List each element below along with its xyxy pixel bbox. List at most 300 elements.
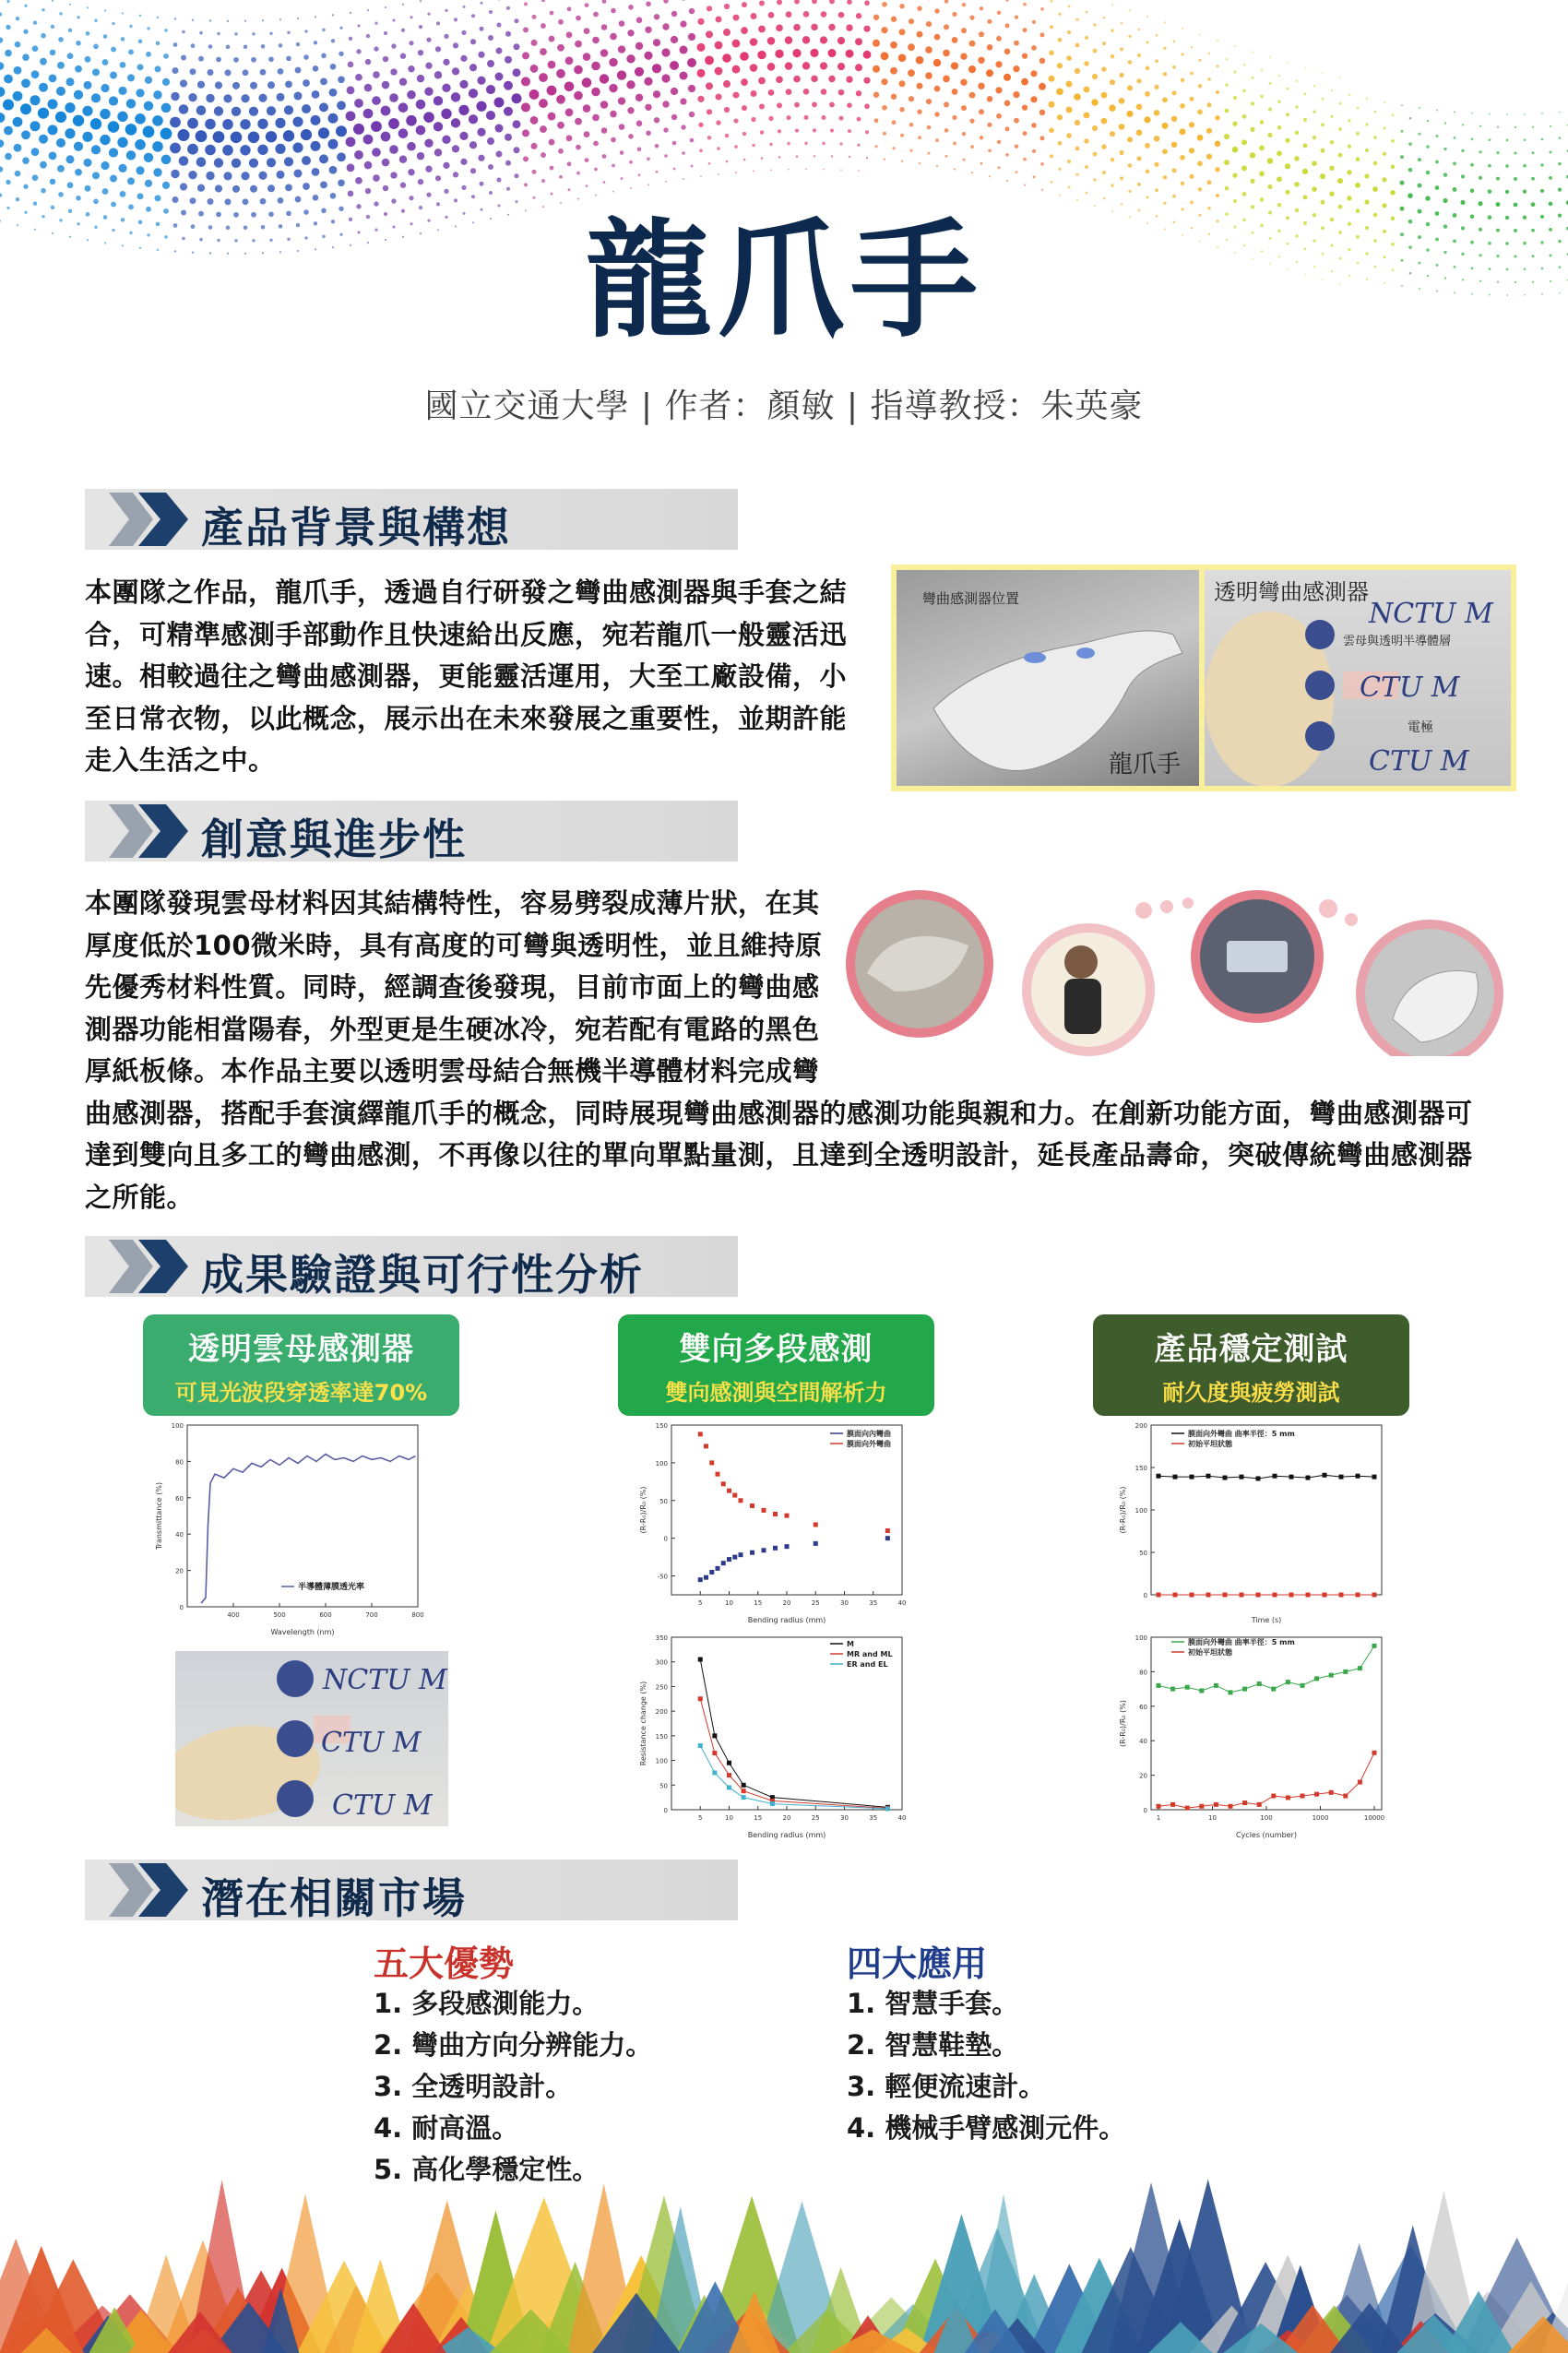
halftone-dot bbox=[1145, 143, 1150, 149]
halftone-dot bbox=[319, 102, 328, 112]
halftone-dot bbox=[882, 105, 887, 111]
x-tick-label: 5 bbox=[698, 1814, 703, 1822]
halftone-dot bbox=[496, 48, 503, 54]
halftone-dot bbox=[697, 69, 706, 77]
halftone-dot bbox=[1164, 21, 1166, 23]
halftone-dot bbox=[1558, 162, 1561, 165]
halftone-dot bbox=[515, 18, 519, 23]
halftone-dot bbox=[963, 159, 966, 161]
halftone-dot bbox=[0, 166, 3, 172]
halftone-dot bbox=[504, 107, 513, 116]
halftone-dot bbox=[874, 118, 879, 123]
halftone-dot bbox=[1391, 165, 1396, 170]
halftone-dot bbox=[196, 157, 207, 167]
halftone-dot bbox=[1408, 193, 1413, 198]
halftone-dot bbox=[22, 53, 30, 61]
halftone-dot bbox=[556, 95, 565, 104]
halftone-dot bbox=[206, 172, 214, 180]
halftone-dot bbox=[24, 5, 27, 7]
halftone-dot bbox=[699, 149, 703, 153]
halftone-dot bbox=[127, 74, 135, 81]
applications-title: 四大應用 bbox=[847, 1943, 988, 1984]
data-point bbox=[885, 1806, 890, 1811]
halftone-dot bbox=[839, 143, 842, 146]
halftone-dot bbox=[55, 112, 66, 123]
data-point bbox=[712, 1770, 717, 1775]
halftone-dot bbox=[680, 72, 688, 80]
halftone-dot bbox=[908, 43, 915, 51]
halftone-dot bbox=[170, 117, 181, 128]
halftone-dot bbox=[373, 174, 380, 182]
halftone-dot bbox=[249, 107, 258, 116]
halftone-dot bbox=[1268, 107, 1272, 111]
halftone-dot bbox=[1040, 7, 1044, 11]
data-point bbox=[742, 1783, 746, 1788]
innovation-paragraph: 本團隊發現雲母材料因其結構特性，容易劈裂成薄片狀，在其 厚度低於100微米時，具有高度的可彎與透明性，並且維持原 先優秀材料性質。同時，經調查後發現，目前市面上的彎曲感 測器功能相當陽春，外型更是生硬冰冷，宛若配有電路的黑色 厚紙板條。本作品主要以透明雲母結合無機半導體材料完成彎 曲感測器，搭配手套演繹龍爪手的概念，同時展現彎曲感測器的感測功能與親和力。在創新功能方面，彎曲感測器可 達到雙向且多工的彎曲感測，不再像以往的單向單點量測，且達到全透明設計，延長產品壽命，突破傳統彎曲感測器 之所能。 bbox=[85, 887, 1473, 1213]
y-tick-label: 0 bbox=[1143, 1592, 1147, 1599]
halftone-dot bbox=[647, 157, 650, 160]
halftone-dot bbox=[155, 65, 161, 72]
halftone-dot bbox=[1454, 137, 1456, 139]
y-axis-label: (R-R₀)/R₀ (%) bbox=[1119, 1700, 1127, 1747]
halftone-dot bbox=[751, 13, 757, 19]
halftone-dot bbox=[328, 139, 339, 149]
halftone-dot bbox=[215, 184, 222, 192]
halftone-dot bbox=[372, 96, 381, 105]
halftone-dot bbox=[892, 120, 897, 125]
halftone-dot bbox=[294, 170, 303, 178]
halftone-dot bbox=[829, 102, 835, 108]
halftone-dot bbox=[796, 155, 799, 158]
halftone-dot bbox=[1408, 168, 1413, 172]
halftone-dot bbox=[162, 78, 170, 86]
halftone-dot bbox=[583, 53, 591, 61]
halftone-dot bbox=[891, 94, 897, 100]
halftone-dot bbox=[565, 108, 574, 116]
halftone-dot bbox=[917, 110, 921, 114]
halftone-dot bbox=[980, 136, 983, 139]
halftone-dot bbox=[311, 141, 321, 151]
halftone-dot bbox=[77, 16, 79, 18]
halftone-dot bbox=[191, 43, 196, 48]
data-point bbox=[1199, 1688, 1204, 1693]
halftone-dot bbox=[385, 6, 386, 8]
halftone-dot bbox=[995, 87, 1002, 93]
halftone-dot bbox=[1224, 134, 1229, 139]
halftone-dot bbox=[179, 156, 189, 166]
halftone-dot bbox=[144, 101, 153, 111]
halftone-dot bbox=[1146, 66, 1150, 71]
halftone-dot bbox=[750, 38, 758, 46]
halftone-dot bbox=[592, 114, 600, 122]
halftone-dot bbox=[1337, 178, 1343, 184]
halftone-dot bbox=[171, 170, 179, 178]
x-tick-label: 100 bbox=[1260, 1814, 1273, 1822]
halftone-dot bbox=[251, 57, 256, 63]
halftone-dot bbox=[1146, 16, 1148, 18]
halftone-dot bbox=[417, 152, 424, 160]
halftone-dot bbox=[156, 42, 160, 46]
halftone-dot bbox=[514, 43, 520, 50]
halftone-dot bbox=[1111, 54, 1115, 59]
halftone-dot bbox=[232, 185, 240, 193]
halftone-dot bbox=[1489, 138, 1491, 141]
data-point bbox=[1170, 1687, 1175, 1692]
halftone-dot bbox=[1049, 76, 1055, 82]
halftone-dot bbox=[1329, 165, 1334, 170]
halftone-dot bbox=[1532, 151, 1535, 154]
halftone-dot bbox=[1145, 91, 1150, 97]
halftone-dot bbox=[697, 43, 706, 52]
halftone-dot bbox=[602, 154, 607, 159]
data-point bbox=[704, 1575, 708, 1580]
halftone-dot bbox=[426, 193, 431, 197]
data-point bbox=[1214, 1683, 1218, 1688]
halftone-dot bbox=[636, 94, 643, 101]
halftone-dot bbox=[39, 135, 48, 144]
sensor-photo-caption: 透明彎曲感測器 bbox=[1214, 579, 1369, 605]
halftone-dot bbox=[244, 20, 246, 22]
halftone-dot bbox=[680, 46, 688, 54]
data-point bbox=[1157, 1804, 1161, 1809]
halftone-dot bbox=[262, 19, 264, 21]
data-point bbox=[750, 1551, 754, 1555]
halftone-dot bbox=[856, 13, 861, 18]
halftone-dot bbox=[1197, 161, 1203, 167]
halftone-dot bbox=[899, 4, 904, 8]
halftone-dot bbox=[620, 150, 624, 155]
halftone-dot bbox=[523, 156, 529, 161]
halftone-dot bbox=[768, 12, 775, 18]
halftone-dot bbox=[1120, 176, 1123, 180]
halftone-dot bbox=[16, 197, 19, 201]
halftone-dot bbox=[934, 86, 941, 92]
halftone-dot bbox=[1243, 64, 1245, 65]
data-point bbox=[712, 1751, 717, 1755]
halftone-dot bbox=[952, 115, 956, 120]
halftone-dot bbox=[240, 145, 250, 155]
halftone-dot bbox=[716, 94, 722, 101]
halftone-dot bbox=[591, 62, 600, 71]
halftone-dot bbox=[1163, 47, 1166, 50]
halftone-dot bbox=[787, 142, 790, 145]
halftone-dot bbox=[1005, 126, 1010, 131]
halftone-dot bbox=[732, 40, 741, 48]
halftone-dot bbox=[540, 152, 546, 158]
glove-photo-label: 龍爪手 bbox=[1109, 751, 1182, 778]
halftone-dot bbox=[997, 11, 1001, 15]
halftone-dot bbox=[205, 119, 216, 130]
halftone-dot bbox=[735, 172, 737, 173]
halftone-dot bbox=[1226, 58, 1228, 60]
section-heading-text: 產品背景與構想 bbox=[201, 503, 511, 553]
halftone-dot bbox=[284, 105, 293, 114]
halftone-dot bbox=[820, 62, 827, 69]
halftone-dot bbox=[935, 138, 939, 142]
x-tick-label: 10 bbox=[1208, 1814, 1217, 1822]
halftone-dot bbox=[152, 141, 163, 152]
data-point bbox=[1157, 1683, 1161, 1688]
halftone-dot bbox=[1550, 150, 1552, 153]
halftone-dot bbox=[84, 159, 92, 167]
halftone-dot bbox=[329, 89, 338, 97]
halftone-dot bbox=[1084, 138, 1088, 143]
halftone-dot bbox=[408, 169, 414, 175]
halftone-dot bbox=[400, 53, 406, 59]
halftone-dot bbox=[998, 166, 1001, 169]
halftone-dot bbox=[874, 145, 877, 148]
data-point bbox=[1257, 1802, 1262, 1807]
halftone-dot bbox=[67, 182, 74, 188]
halftone-dot bbox=[602, 0, 607, 4]
halftone-dot bbox=[171, 92, 179, 101]
halftone-dot bbox=[182, 30, 185, 34]
halftone-dot bbox=[391, 43, 396, 48]
halftone-dot bbox=[1128, 163, 1133, 168]
halftone-dot bbox=[1453, 187, 1457, 192]
halftone-dot bbox=[567, 6, 572, 11]
halftone-dot bbox=[811, 24, 817, 30]
halftone-dot bbox=[110, 175, 117, 183]
halftone-dot bbox=[1040, 32, 1045, 37]
footer-polygon-art bbox=[0, 2168, 1568, 2353]
halftone-dot bbox=[523, 27, 529, 32]
halftone-dot bbox=[978, 57, 984, 64]
halftone-dot bbox=[1471, 137, 1474, 140]
halftone-dot bbox=[873, 65, 880, 73]
halftone-dot bbox=[909, 123, 914, 127]
halftone-dot bbox=[33, 201, 37, 205]
halftone-dot bbox=[1050, 154, 1053, 158]
halftone-dot bbox=[855, 64, 862, 71]
halftone-dot bbox=[916, 56, 924, 65]
halftone-dot bbox=[91, 145, 101, 154]
data-point bbox=[1356, 1593, 1360, 1598]
halftone-dot bbox=[1138, 29, 1141, 31]
halftone-dot bbox=[718, 173, 719, 175]
data-point bbox=[1343, 1670, 1348, 1674]
halftone-dot bbox=[837, 63, 845, 70]
halftone-dot bbox=[566, 31, 573, 38]
halftone-dot bbox=[443, 162, 449, 169]
halftone-dot bbox=[630, 187, 632, 189]
halftone-dot bbox=[1066, 133, 1072, 138]
data-point bbox=[1206, 1474, 1211, 1479]
halftone-dot bbox=[1313, 110, 1315, 113]
halftone-dot bbox=[804, 142, 807, 145]
halftone-dot bbox=[1181, 78, 1184, 82]
halftone-dot bbox=[1093, 178, 1096, 181]
halftone-dot bbox=[1559, 112, 1561, 113]
halftone-dot bbox=[1232, 121, 1237, 125]
halftone-dot bbox=[960, 53, 967, 59]
halftone-dot bbox=[560, 202, 562, 204]
halftone-dot bbox=[371, 121, 382, 132]
halftone-dot bbox=[689, 112, 695, 117]
halftone-dot bbox=[777, 102, 782, 108]
halftone-dot bbox=[740, 52, 749, 61]
halftone-dot bbox=[423, 112, 434, 123]
halftone-dot bbox=[38, 108, 49, 119]
halftone-dot bbox=[928, 152, 931, 155]
halftone-dot bbox=[1549, 202, 1553, 207]
halftone-dot bbox=[206, 94, 214, 102]
sensor-photo bbox=[1205, 570, 1511, 786]
data-point bbox=[814, 1541, 818, 1546]
data-point bbox=[1257, 1682, 1262, 1686]
halftone-dot bbox=[1032, 149, 1036, 153]
halftone-dot bbox=[406, 115, 417, 126]
halftone-dot bbox=[1302, 169, 1308, 174]
halftone-dot bbox=[603, 181, 606, 184]
halftone-dot bbox=[848, 129, 851, 133]
halftone-dot bbox=[838, 89, 845, 96]
halftone-dot bbox=[1259, 146, 1265, 151]
data-point bbox=[770, 1801, 775, 1806]
halftone-dot bbox=[487, 60, 494, 67]
halftone-dot bbox=[127, 177, 135, 184]
halftone-dot bbox=[364, 84, 373, 92]
halftone-dot bbox=[776, 25, 783, 32]
halftone-dot bbox=[241, 94, 249, 102]
y-tick-label: -50 bbox=[657, 1573, 668, 1581]
halftone-dot bbox=[101, 161, 109, 170]
halftone-dot bbox=[3, 100, 14, 111]
list-item: 3. 輕便流速計。 bbox=[847, 2071, 1046, 2102]
halftone-dot bbox=[1267, 158, 1273, 163]
halftone-dot bbox=[41, 33, 46, 39]
halftone-dot bbox=[147, 27, 149, 30]
halftone-dot bbox=[1426, 171, 1430, 174]
data-point bbox=[1256, 1593, 1261, 1598]
halftone-dot bbox=[567, 161, 572, 166]
halftone-dot bbox=[1093, 23, 1096, 26]
chevron-icon bbox=[109, 493, 192, 546]
halftone-dot bbox=[576, 172, 580, 175]
halftone-dot bbox=[1136, 130, 1143, 137]
halftone-dot bbox=[863, 51, 872, 59]
list-item: 2. 彎曲方向分辨能力。 bbox=[374, 2029, 653, 2061]
halftone-dot bbox=[1460, 200, 1465, 205]
halftone-dot bbox=[400, 183, 406, 188]
halftone-dot bbox=[1506, 139, 1509, 142]
halftone-dot bbox=[1286, 113, 1289, 116]
halftone-dot bbox=[1022, 104, 1028, 110]
data-point bbox=[773, 1546, 778, 1551]
x-tick-label: 35 bbox=[869, 1599, 878, 1607]
halftone-dot bbox=[401, 29, 405, 32]
data-point bbox=[727, 1773, 731, 1777]
halftone-dot bbox=[434, 96, 443, 105]
halftone-dot bbox=[1182, 28, 1183, 30]
halftone-dot bbox=[1102, 42, 1106, 45]
halftone-dot bbox=[681, 0, 685, 1]
halftone-dot bbox=[644, 52, 652, 60]
halftone-dot bbox=[672, 141, 677, 146]
halftone-dot bbox=[1479, 150, 1481, 153]
halftone-dot bbox=[1154, 85, 1158, 89]
x-tick-label: 10 bbox=[725, 1814, 733, 1822]
halftone-dot bbox=[505, 160, 511, 166]
halftone-dot bbox=[1260, 120, 1265, 125]
section-heading-market bbox=[85, 1860, 738, 1923]
halftone-dot bbox=[1013, 65, 1019, 72]
halftone-dot bbox=[899, 80, 906, 87]
halftone-dot bbox=[1277, 176, 1282, 182]
halftone-dot bbox=[444, 189, 448, 194]
halftone-dot bbox=[39, 83, 48, 92]
halftone-dot bbox=[849, 156, 850, 158]
halftone-dot bbox=[1515, 151, 1517, 154]
halftone-dot bbox=[716, 17, 722, 23]
halftone-dot bbox=[1092, 74, 1098, 79]
y-tick-label: 200 bbox=[655, 1708, 668, 1717]
legend-label: ER and EL bbox=[847, 1660, 888, 1669]
halftone-dot bbox=[409, 41, 413, 45]
halftone-dot bbox=[408, 65, 414, 72]
series-line bbox=[700, 1699, 887, 1809]
section-heading-text: 創意與進步性 bbox=[201, 814, 467, 864]
halftone-dot bbox=[539, 99, 548, 108]
data-point bbox=[704, 1444, 708, 1448]
halftone-dot bbox=[292, 116, 303, 126]
halftone-dot bbox=[1121, 203, 1123, 206]
data-point bbox=[709, 1570, 714, 1575]
halftone-dot bbox=[529, 89, 540, 100]
halftone-dot bbox=[890, 42, 897, 49]
halftone-dot bbox=[954, 168, 956, 170]
halftone-dot bbox=[1146, 196, 1148, 198]
halftone-dot bbox=[469, 89, 478, 98]
halftone-dot bbox=[1111, 158, 1115, 162]
halftone-dot bbox=[661, 74, 670, 82]
halftone-dot bbox=[1058, 38, 1063, 42]
halftone-dot bbox=[652, 64, 661, 73]
halftone-dot bbox=[145, 180, 152, 187]
halftone-dot bbox=[1180, 128, 1186, 135]
halftone-dot bbox=[691, 165, 694, 168]
halftone-dot bbox=[1303, 118, 1307, 122]
data-point bbox=[1372, 1751, 1377, 1755]
y-tick-label: 100 bbox=[1134, 1507, 1147, 1515]
halftone-dot bbox=[898, 53, 907, 62]
halftone-dot bbox=[1233, 199, 1237, 203]
halftone-dot bbox=[389, 145, 398, 154]
halftone-dot bbox=[348, 191, 354, 197]
list-item: 4. 耐高溫。 bbox=[374, 2112, 519, 2144]
halftone-dot bbox=[540, 125, 547, 133]
halftone-dot bbox=[753, 171, 754, 172]
halftone-dot bbox=[647, 184, 649, 185]
halftone-dot bbox=[155, 195, 161, 201]
halftone-dot bbox=[618, 45, 625, 53]
halftone-dot bbox=[617, 70, 626, 79]
halftone-dot bbox=[118, 164, 126, 172]
halftone-dot bbox=[295, 67, 302, 74]
halftone-dot bbox=[416, 100, 426, 110]
halftone-dot bbox=[1190, 174, 1194, 179]
halftone-dot bbox=[626, 54, 635, 63]
data-point bbox=[1173, 1475, 1178, 1480]
halftone-dot bbox=[1321, 200, 1325, 205]
halftone-dot bbox=[855, 38, 862, 45]
x-tick-label: 5 bbox=[698, 1599, 703, 1607]
halftone-dot bbox=[864, 0, 870, 6]
x-axis-label: Wavelength (nm) bbox=[270, 1628, 335, 1636]
halftone-dot bbox=[349, 37, 352, 41]
halftone-dot bbox=[1015, 15, 1018, 18]
halftone-dot bbox=[989, 175, 991, 177]
